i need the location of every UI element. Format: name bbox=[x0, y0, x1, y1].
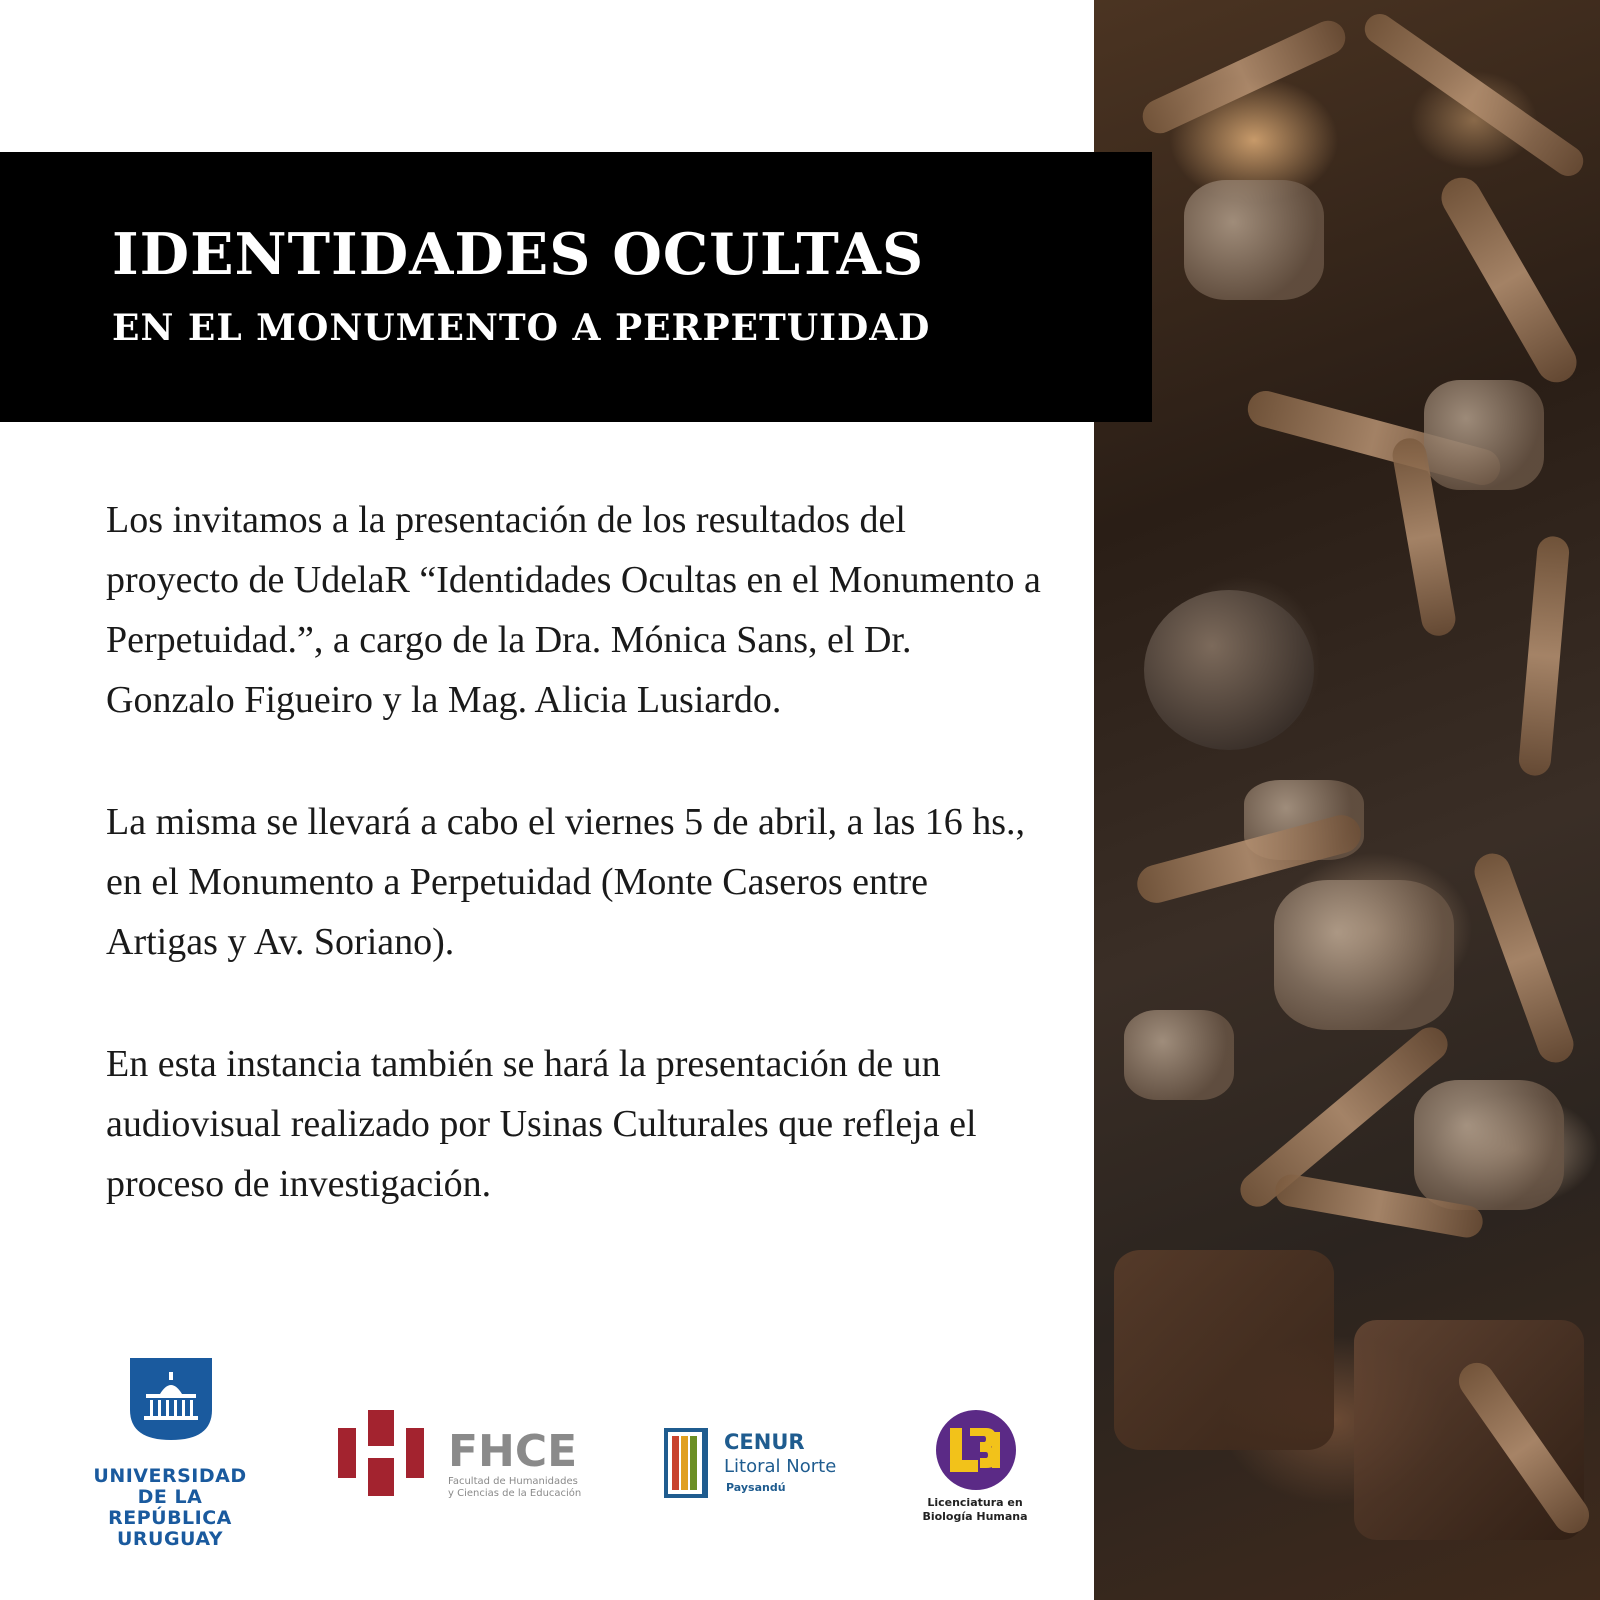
lbh-emblem-icon bbox=[936, 1410, 1016, 1490]
fhce-h-icon bbox=[338, 1410, 424, 1496]
paragraph-audiovisual: En esta instancia también se hará la presentación de un audiovisual realizado por Usinas Culturales que refleja el proceso de investigación. bbox=[106, 1043, 977, 1205]
udelar-logo bbox=[80, 1358, 260, 1550]
event-subtitle: EN EL MONUMENTO A PERPETUIDAD bbox=[112, 307, 931, 349]
cenur-line-3: Paysandú bbox=[726, 1481, 786, 1494]
cenur-book-icon bbox=[664, 1428, 708, 1498]
udelar-line-1: UNIVERSIDAD bbox=[93, 1465, 247, 1487]
event-title: IDENTIDADES OCULTAS bbox=[112, 221, 925, 288]
udelar-line-2: DE LA REPÚBLICA bbox=[108, 1486, 232, 1529]
fhce-logo bbox=[338, 1410, 582, 1499]
paragraph-date-location: La misma se llevará a cabo el viernes 5 de abril, a las 16 hs., en el Monumento a Perpetuidad (Monte Caseros entre Artigas y Av. Soriano). bbox=[106, 801, 1026, 963]
fhce-line-2: y Ciencias de la Educación bbox=[448, 1488, 582, 1499]
cenur-line-1: CENUR bbox=[724, 1430, 805, 1454]
fhce-acronym: FHCE bbox=[448, 1426, 578, 1477]
udelar-line-3: URUGUAY bbox=[116, 1528, 224, 1550]
udelar-building-icon bbox=[130, 1358, 212, 1440]
lbh-line-1: Licenciatura en bbox=[927, 1496, 1023, 1509]
lbh-line-2: Biología Humana bbox=[922, 1510, 1028, 1523]
cenur-line-2: Litoral Norte bbox=[724, 1456, 837, 1477]
fhce-line-1: Facultad de Humanidades bbox=[448, 1476, 578, 1487]
lbh-logo bbox=[918, 1410, 1032, 1522]
paragraph-presentation: Los invitamos a la presentación de los resultados del proyecto de UdelaR “Identidades Ocultas en el Monumento a Perpetuidad.”, a cargo de la Dra. Mónica Sans, el Dr. Gonzalo Figueiro y la Mag. Alicia Lusiardo. bbox=[106, 499, 1041, 721]
cenur-logo bbox=[664, 1424, 844, 1500]
excavated-bones-photo bbox=[1094, 0, 1600, 1600]
invitation-body bbox=[106, 490, 1046, 1276]
